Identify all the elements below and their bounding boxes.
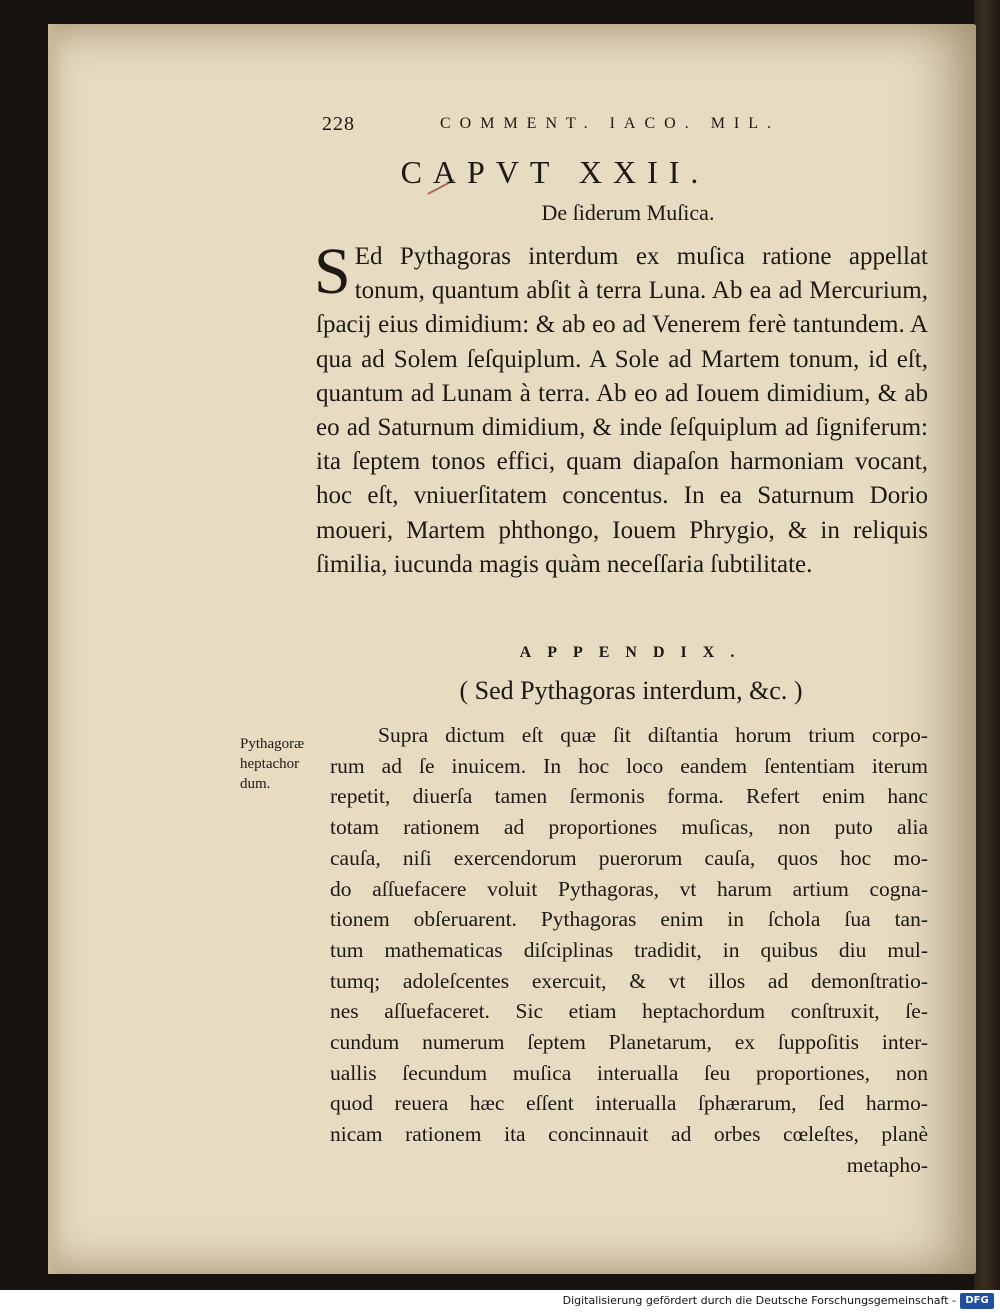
- chapter-subtitle: De ſiderum Muſica.: [541, 200, 715, 225]
- drop-cap: S: [314, 235, 351, 308]
- appendix-line: cauſa, niſi exercendorum puerorum cauſa, quos hoc mo-: [330, 845, 928, 870]
- appendix-line: cundum numerum ſeptem Planetarum, ex ſuppoſitis inter-: [330, 1030, 928, 1055]
- chapter-body-text: [314, 235, 928, 582]
- appendix-line: totam rationem ad proportiones muſicas, non puto alia: [330, 815, 928, 840]
- chapter-title: CAPVT XXII.: [400, 154, 710, 190]
- footer-bar: [0, 1290, 1000, 1313]
- appendix-line: tionem obſeruarent. Pythagoras enim in ſchola ſua tan-: [330, 907, 928, 932]
- appendix-line: rum ad ſe inuicem. In hoc loco eandem ſententiam iterum: [330, 753, 928, 778]
- page-header: [322, 113, 842, 143]
- appendix-text: [330, 720, 928, 1181]
- appendix-heading: ( Sed Pythagoras interdum, &c. ): [459, 676, 803, 705]
- appendix-line: nes aſſuefaceret. Sic etiam heptachordum conſtruxit, ſe-: [330, 999, 928, 1024]
- body-paragraph: Ed Pythagoras interdum ex muſica ratione appellat tonum, quantum abſit à terra Luna. Ab ea ad Mercurium, ſpacij eius dimidium: & ab eo ad Venerem ferè tantundem. A qua ad Solem ſeſquiplum. A Sole ad Martem tonum, id eſt, quantum ad Lunam à terra. Ab eo ad Iouem dimidium, & ab eo ad Saturnum dimidium, & inde ſeſquiplum ad ſigniferum: ita ſeptem tonos effici, quam diapaſon harmoniam vocant, hoc eſt, vniuerſitatem concentus. In ea Saturnum Dorio moueri, Martem phthongo, Iouem Phrygio, & in reliquis ſimilia, iucunda magis quàm neceſſaria ſubtilitate.: [316, 243, 928, 578]
- dfg-logo-icon: DFG: [960, 1293, 994, 1309]
- running-head: COMMENT. IACO. MIL.: [440, 115, 781, 132]
- appendix-line: quod reuera hæc eſſent interualla ſphærarum, ſed harmo-: [330, 1091, 928, 1116]
- appendix-line: nicam rationem ita concinnauit ad orbes cœleſtes, planè: [330, 1122, 928, 1147]
- page-number: 228: [322, 113, 355, 135]
- appendix-line: uallis ſecundum muſica interualla ſeu proportiones, non: [330, 1060, 928, 1085]
- margin-note-line: heptachor: [240, 756, 300, 772]
- footer-credit: Digitalisierung gefördert durch die Deutsche Forschungsgemeinschaft -: [562, 1294, 956, 1307]
- appendix-line: do aſſuefacere voluit Pythagoras, vt harum artium cogna-: [330, 876, 928, 901]
- appendix-line: Supra dictum eſt quæ ſit diſtantia horum trium corpo-: [378, 723, 928, 747]
- catchword: metapho-: [846, 1152, 928, 1177]
- appendix-label: APPENDIX.: [519, 644, 751, 661]
- margin-note-line: dum.: [240, 776, 271, 792]
- appendix-line: repetit, diuerſa tamen ſermonis forma. Refert enim hanc: [330, 784, 928, 809]
- margin-note: [240, 734, 330, 794]
- appendix-line: tum mathematicas diſciplinas tradidit, in quibus diu mul-: [330, 937, 928, 962]
- appendix-line: tumq; adoleſcentes exercuit, & vt illos ad demonſtratio-: [330, 968, 928, 993]
- margin-note-line: Pythagoræ: [240, 736, 305, 752]
